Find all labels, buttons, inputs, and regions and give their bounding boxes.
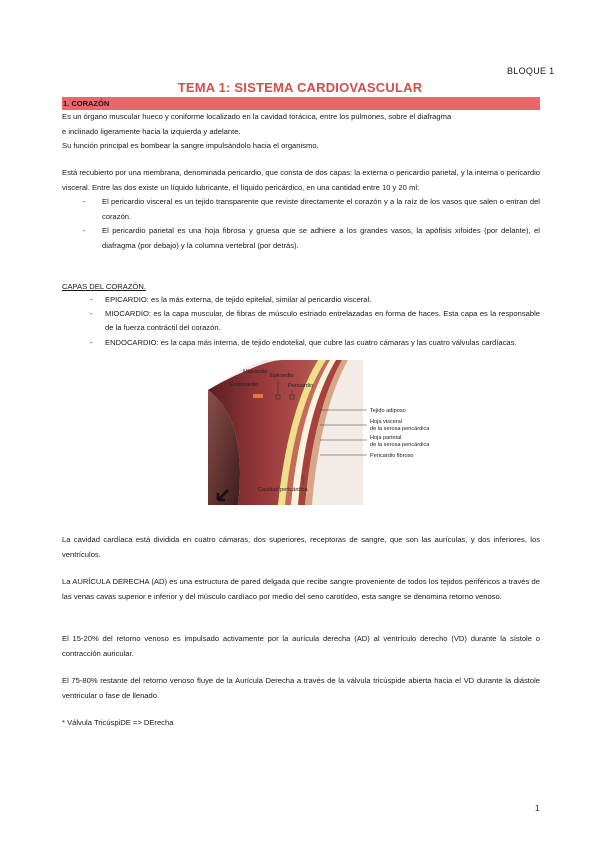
camaras-paragraph: La cavidad cardíaca está dividida en cuatro cámaras, dos superiores, receptoras de sangre, que son las aurículas, y dos inferiores, los ventrículos.	[62, 535, 540, 559]
retorno-75-paragraph: El 75-80% restante del retorno venoso fluye de la Aurícula Derecha a través de la válvula tricúspide abierta hacia el VD durante la diástole ventricular o fase de llenado.	[62, 676, 540, 700]
page-number: 1	[535, 804, 540, 813]
label-hoja-visceral-1: Hoja visceral	[370, 419, 403, 425]
capas-list	[88, 293, 540, 350]
pericardio-paragraph	[62, 166, 540, 254]
page-title: TEMA 1: SISTEMA CARDIOVASCULAR	[177, 80, 423, 95]
pericardio-text: Está recubierto por una membrana, denominada pericardio, que consta de dos capas: la externa o pericardio parietal, y la interna o pericardio visceral. Entre las dos existe un líquido lubricante, el líquido pericárdico, en una cantidad entre 10 y 20 ml:	[62, 168, 540, 192]
label-epicardio: Epicardio	[270, 373, 294, 379]
list-item: - MIOCARDIO: es la capa muscular, de fibras de músculo estriado entrelazadas en forma de haces. Esta capa es la responsable de la fuerza contráctil del corazón.	[88, 307, 540, 335]
label-hoja-parietal-2: de la serosa pericárdica	[370, 442, 430, 448]
label-hoja-visceral-2: de la serosa pericárdica	[370, 426, 430, 432]
capas-title: CAPAS DEL CORAZÓN.	[62, 282, 146, 291]
label-pericardio-fibroso: Pericardio fibroso	[370, 453, 414, 459]
heart-layers-figure	[208, 360, 548, 505]
bloque-header: BLOQUE 1	[507, 66, 555, 76]
label-tejido-adiposo: Tejido adiposo	[370, 408, 406, 414]
intro-line: Es un órgano muscular hueco y coniforme localizado en la cavidad torácica, entre los pulmones, sobre el diafragma	[62, 112, 452, 121]
label-cavidad: Cavidad pericárdica	[258, 487, 308, 493]
list-item: - EPICARDIO: es la más externa, de tejido epitelial, similar al pericardio visceral.	[88, 293, 540, 307]
auricula-paragraph: La AURÍCULA DERECHA (AD) es una estructura de pared delgada que recibe sangre proveniente de todos los tejidos periféricos a través de las venas cavas superior e inferior y del músculo cardíaco por medio del seno carotídeo, esta sangre se denomina retorno venoso.	[62, 577, 540, 601]
list-item: - El pericardio visceral es un tejido transparente que reviste directamente el corazón y a la raíz de los vasos que salen o entran del corazón.	[62, 195, 540, 224]
list-item: - ENDOCARDIO: es la capa más interna, de tejido endotelial, que cubre las cuatro cámaras y las cuatro válvulas cardíacas.	[88, 336, 540, 350]
intro-paragraph	[62, 110, 540, 154]
label-hoja-parietal-1: Hoja parietal	[370, 435, 402, 441]
list-item: - El pericardio parietal es una hoja fibrosa y gruesa que se adhiere a los grandes vasos, la apófisis xifoides (por delante), el diafragma (por debajo) y la columna vertebral (por detrás).	[62, 224, 540, 253]
retorno-15-paragraph: El 15-20% del retorno venoso es impulsado activamente por la aurícula derecha (AD) al ventrículo derecho (VD) durante la sístole o contracción auricular.	[62, 634, 540, 658]
capas-list-container	[88, 293, 540, 350]
label-pericardio: Pericardio	[288, 383, 314, 389]
label-endocardio: Endocardio	[230, 382, 259, 388]
section-heading-bar	[62, 97, 540, 110]
pericardio-list	[62, 195, 540, 253]
intro-line: e inclinado ligeramente hacia la izquierda y adelante.	[62, 126, 241, 136]
section-heading: 1. CORAZÓN	[63, 99, 110, 108]
nota-line: * Válvula TricúspiDE => DErecha	[62, 718, 174, 727]
label-miocardio: Miocardio	[243, 369, 268, 375]
intro-line: Su función principal es bombear la sangre impulsándolo hacia el organismo.	[62, 141, 319, 151]
